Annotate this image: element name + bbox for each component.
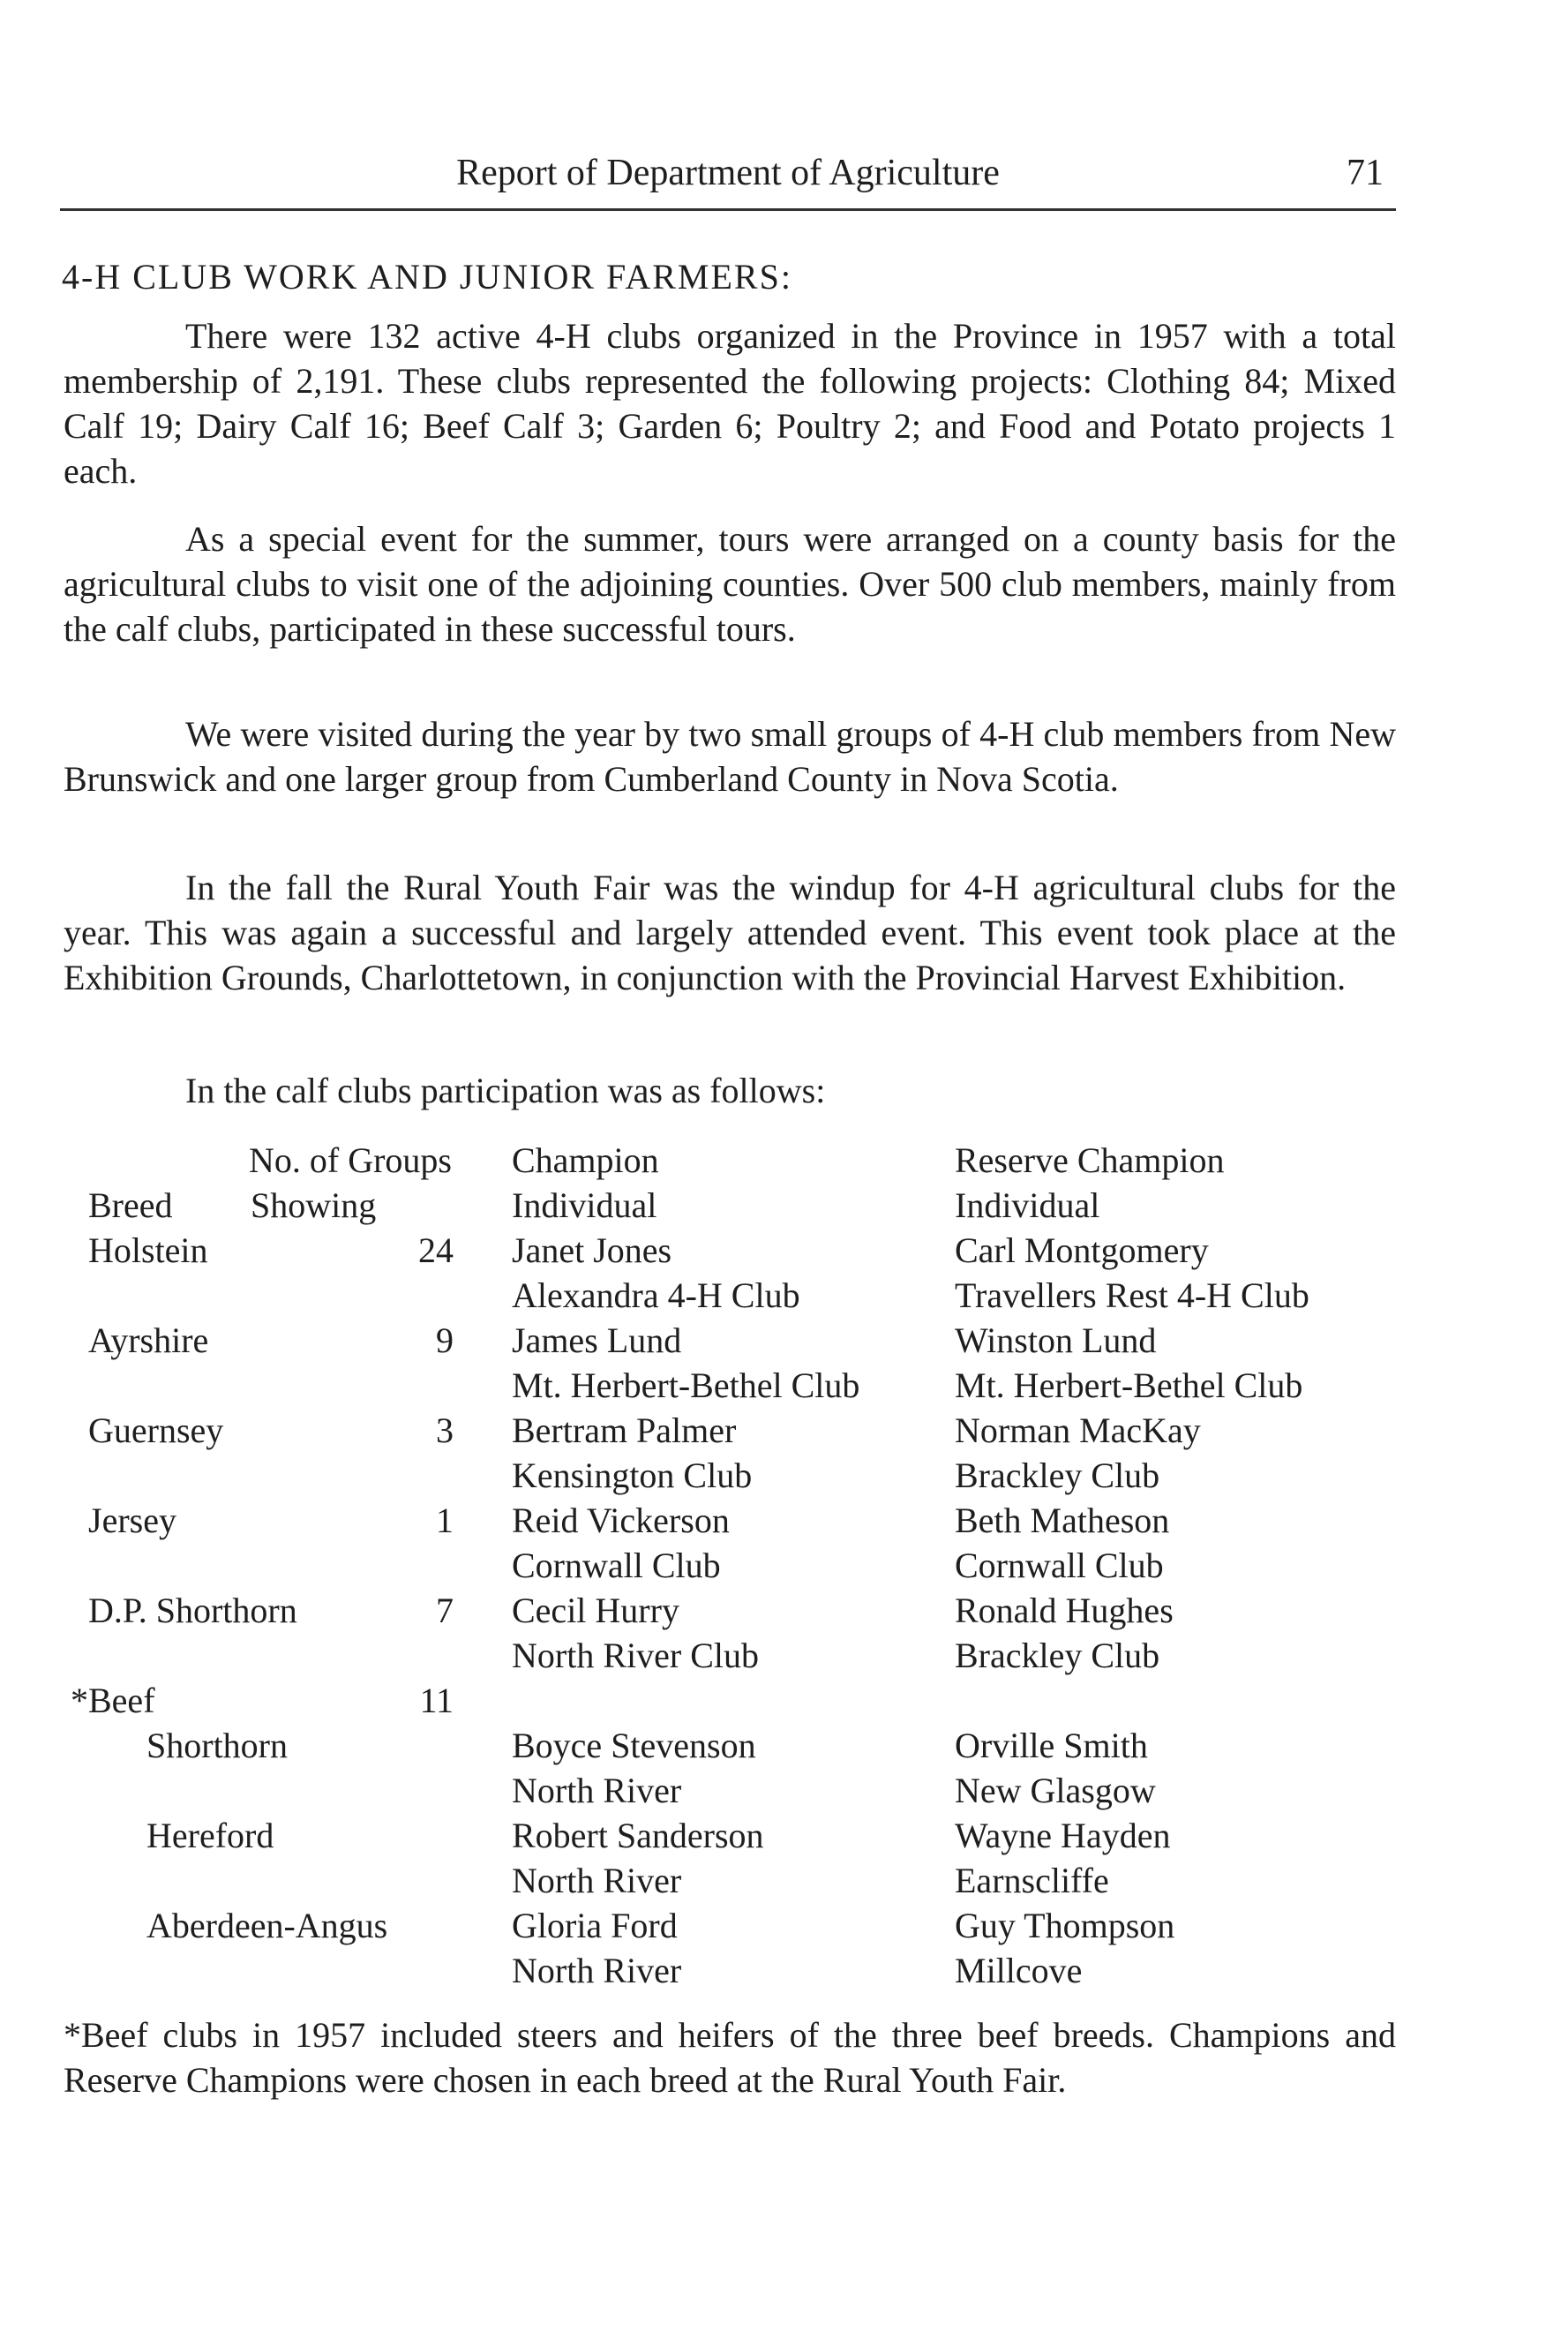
beef-subrow-breed: Aberdeen-Angus (146, 1906, 388, 1945)
row-champion-club: Alexandra 4-H Club (512, 1275, 800, 1315)
row-groups: 24 (418, 1230, 454, 1270)
row-champion-club: Kensington Club (512, 1455, 753, 1495)
beef-subrow-champion: Robert Sanderson (512, 1816, 764, 1855)
row-reserve: Winston Lund (955, 1320, 1157, 1360)
beef-subrow-reserve-club: New Glasgow (955, 1771, 1156, 1810)
paragraph-intro-table: In the calf clubs participation was as follows: (185, 1071, 826, 1110)
paragraph-visits: We were visited during the year by two small groups of 4-H club members from New Brunswick and one larger group from Cumberland County in Nova Scotia. (64, 714, 1396, 799)
paragraph-tours: As a special event for the summer, tours were arranged on a county basis for the agricultural clubs to visit one of the adjoining counties. Over 500 club members, mainly from the calf clubs, participated in these successful tours. (64, 519, 1396, 649)
row-champion: James Lund (512, 1320, 682, 1360)
paragraph-fair: In the fall the Rural Youth Fair was the windup for 4-H agricultural clubs for the year. This was again a successful and largely attended event. This event took place at the Exhibition Grounds, Charlottetown, in conjunction with the Provincial Harvest Exhibition. (64, 868, 1396, 997)
beef-subrow-reserve: Orville Smith (955, 1726, 1148, 1765)
row-champion: Reid Vickerson (512, 1500, 730, 1540)
beef-subrow-champion-club: North River (512, 1771, 682, 1810)
paragraph-clubs: There were 132 active 4-H clubs organized in the Province in 1957 with a total membership of 2,191. These clubs represented the following projects: Clothing 84; Mixed Calf 19; Dairy Calf 16; Beef Calf 3; Garden 6; Poultry 2; and Food and Potato projects 1 each. (64, 316, 1396, 491)
header-groups-line2: Showing (251, 1185, 377, 1225)
row-reserve-club: Mt. Herbert-Bethel Club (955, 1365, 1303, 1405)
row-reserve: Norman MacKay (955, 1410, 1201, 1450)
beef-subrow-reserve: Wayne Hayden (955, 1816, 1171, 1855)
row-reserve-club: Cornwall Club (955, 1546, 1164, 1585)
beef-groups: 11 (419, 1681, 454, 1720)
page-number: 71 (1347, 153, 1384, 193)
row-reserve-club: Brackley Club (955, 1455, 1160, 1495)
header-reserve-line2: Individual (955, 1185, 1100, 1225)
beef-subrow-breed: Shorthorn (146, 1726, 288, 1765)
row-reserve: Beth Matheson (955, 1500, 1170, 1540)
row-groups: 1 (436, 1500, 454, 1540)
beef-subrow-reserve-club: Millcove (955, 1951, 1083, 1990)
row-reserve-club: Brackley Club (955, 1636, 1160, 1675)
row-champion: Cecil Hurry (512, 1591, 679, 1630)
beef-subrow-champion-club: North River (512, 1861, 682, 1900)
row-champion-club: Mt. Herbert-Bethel Club (512, 1365, 860, 1405)
row-breed: D.P. Shorthorn (88, 1591, 297, 1630)
row-groups: 3 (436, 1410, 454, 1450)
beef-subrow-reserve-club: Earnscliffe (955, 1861, 1109, 1900)
row-groups: 9 (436, 1320, 454, 1360)
row-champion: Janet Jones (512, 1230, 672, 1270)
section-title: 4-H CLUB WORK AND JUNIOR FARMERS: (62, 257, 792, 297)
row-reserve: Ronald Hughes (955, 1591, 1174, 1630)
row-breed: Ayrshire (88, 1320, 209, 1360)
row-reserve-club: Travellers Rest 4-H Club (955, 1275, 1309, 1315)
header-champion-line1: Champion (512, 1140, 659, 1180)
row-breed: Jersey (88, 1500, 176, 1540)
beef-subrow-breed: Hereford (146, 1816, 274, 1855)
beef-label: *Beef (71, 1681, 155, 1720)
footnote: *Beef clubs in 1957 included steers and heifers of the three beef breeds. Champions and Reserve Champions were chosen in each breed at the Rural Youth Fair. (64, 2015, 1396, 2100)
row-groups: 7 (436, 1591, 454, 1630)
page-header (60, 152, 1396, 211)
row-breed: Holstein (88, 1230, 208, 1270)
row-champion-club: North River Club (512, 1636, 759, 1675)
row-champion: Bertram Palmer (512, 1410, 737, 1450)
header-breed: Breed (88, 1185, 173, 1225)
header-reserve-line1: Reserve Champion (955, 1140, 1225, 1180)
beef-subrow-reserve: Guy Thompson (955, 1906, 1175, 1945)
header-groups-line1: No. of Groups (249, 1140, 452, 1180)
row-champion-club: Cornwall Club (512, 1546, 721, 1585)
beef-subrow-champion-club: North River (512, 1951, 682, 1990)
header-champion-line2: Individual (512, 1185, 657, 1225)
beef-subrow-champion: Boyce Stevenson (512, 1726, 756, 1765)
beef-subrow-champion: Gloria Ford (512, 1906, 678, 1945)
row-reserve: Carl Montgomery (955, 1230, 1209, 1270)
row-breed: Guernsey (88, 1410, 224, 1450)
header-title: Report of Department of Agriculture (456, 153, 1000, 193)
